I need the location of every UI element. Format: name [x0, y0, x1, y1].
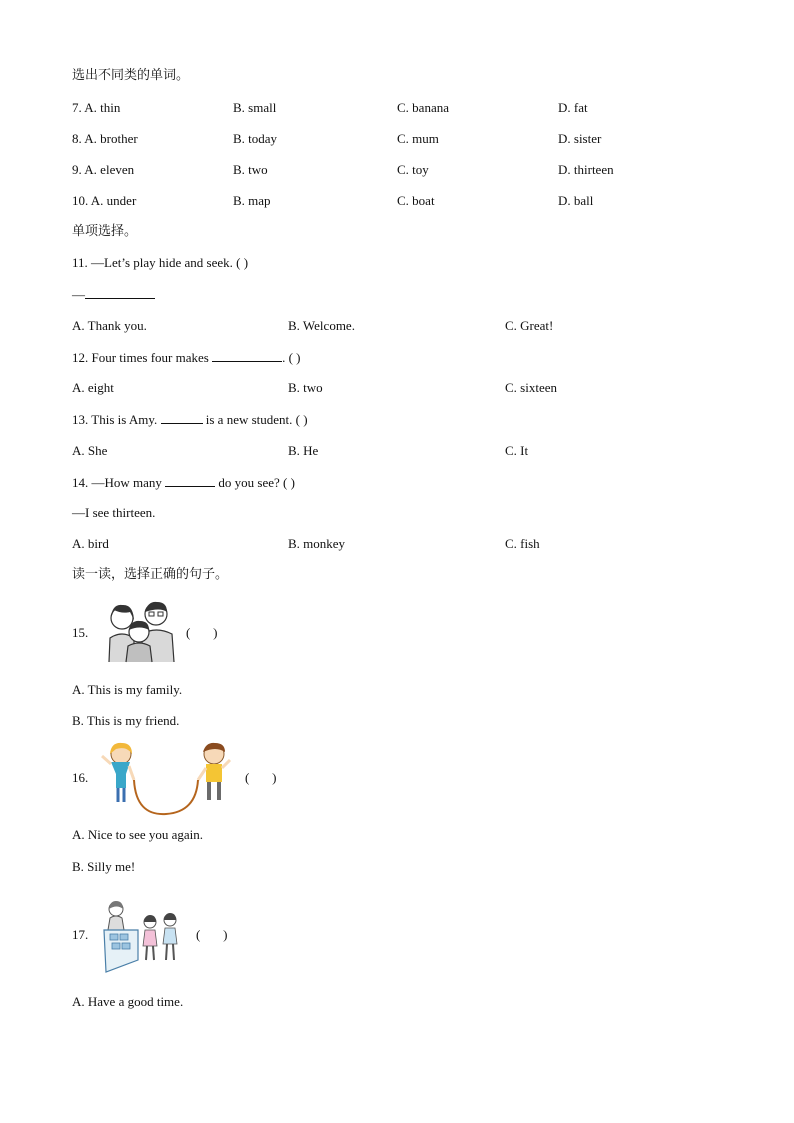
q10-option-a: A. under	[90, 193, 137, 208]
q10-option-b: B. map	[233, 193, 271, 208]
q13-stem	[72, 411, 308, 428]
q14-reply: —I see thirteen.	[72, 505, 156, 520]
section-heading-odd-one-out: 选出不同类的单词。	[72, 68, 190, 83]
q11-option-a: A. Thank you.	[72, 318, 147, 333]
q16-option-a: A. Nice to see you again.	[72, 827, 204, 842]
q10-option-c: C. boat	[397, 193, 435, 208]
q15-option-a: A. This is my family.	[72, 682, 183, 697]
q12-stem-before: 12. Four times four makes	[72, 350, 213, 365]
q14-stem-after: do you see? ( )	[215, 475, 295, 490]
q15-option-b: B. This is my friend.	[72, 713, 180, 728]
q12-option-b: B. two	[288, 380, 323, 395]
q13-option-a: A. She	[72, 443, 108, 458]
q17-answer-paren: ( )	[196, 927, 228, 942]
q7-num: 7.	[72, 100, 82, 115]
q16-number: 16.	[72, 770, 89, 785]
section-heading-read-choose: 读一读，选择正确的句子。	[72, 567, 229, 582]
answer-blank	[165, 474, 215, 487]
q7-option-a: A. thin	[84, 100, 121, 115]
q13-option-b: B. He	[288, 443, 319, 458]
q17-number: 17.	[72, 927, 89, 942]
q7-option-d: D. fat	[558, 100, 588, 115]
answer-blank	[161, 411, 203, 424]
q11-reply-dash: —	[72, 287, 85, 302]
q12-option-c: C. sixteen	[505, 380, 557, 395]
q9-option-d: D. thirteen	[558, 162, 614, 177]
q14-option-c: C. fish	[505, 536, 540, 551]
q16-option-b: B. Silly me!	[72, 859, 136, 874]
q11-reply-line	[72, 286, 155, 303]
answer-blank	[85, 286, 155, 299]
q12-option-a: A. eight	[72, 380, 114, 395]
q11-option-c: C. Great!	[505, 318, 554, 333]
q17-option-a: A. Have a good time.	[72, 994, 184, 1009]
q13-option-c: C. It	[505, 443, 529, 458]
q8-option-c: C. mum	[397, 131, 439, 146]
q12-stem-after: . ( )	[282, 350, 301, 365]
q10-option-d: D. ball	[558, 193, 594, 208]
q16-answer-paren: ( )	[245, 770, 277, 785]
q8-num: 8.	[72, 131, 82, 146]
q11-option-b: B. Welcome.	[288, 318, 355, 333]
q13-stem-after: is a new student. ( )	[202, 412, 308, 427]
q9-num: 9.	[72, 162, 82, 177]
q14-stem	[72, 474, 295, 491]
q11-stem: 11. —Let’s play hide and seek. ( )	[72, 255, 249, 270]
q14-option-a: A. bird	[72, 536, 109, 551]
q14-stem-before: 14. —How many	[72, 475, 166, 490]
q12-stem	[72, 349, 301, 366]
q9-option-c: C. toy	[397, 162, 429, 177]
family-illustration	[104, 598, 178, 662]
q9-option-b: B. two	[233, 162, 268, 177]
q7-option-c: C. banana	[397, 100, 449, 115]
q8-option-d: D. sister	[558, 131, 602, 146]
q8-number-option-a	[72, 131, 138, 147]
q15-number: 15.	[72, 625, 89, 640]
two-children-skipping-rope-illustration	[96, 740, 240, 820]
section-heading-single-choice: 单项选择。	[72, 224, 138, 239]
q14-option-b: B. monkey	[288, 536, 346, 551]
q7-number-option-a	[72, 100, 120, 116]
q10-num: 10.	[72, 193, 89, 208]
q7-option-b: B. small	[233, 100, 277, 115]
q8-option-a: A. brother	[84, 131, 138, 146]
q10-number-option-a	[72, 193, 136, 209]
q9-number-option-a	[72, 162, 134, 178]
answer-blank	[212, 349, 282, 362]
q8-option-b: B. today	[233, 131, 278, 146]
shop-counter-illustration	[100, 898, 184, 974]
q9-option-a: A. eleven	[84, 162, 135, 177]
q13-stem-before: 13. This is Amy.	[72, 412, 161, 427]
q15-answer-paren: ( )	[186, 625, 218, 640]
